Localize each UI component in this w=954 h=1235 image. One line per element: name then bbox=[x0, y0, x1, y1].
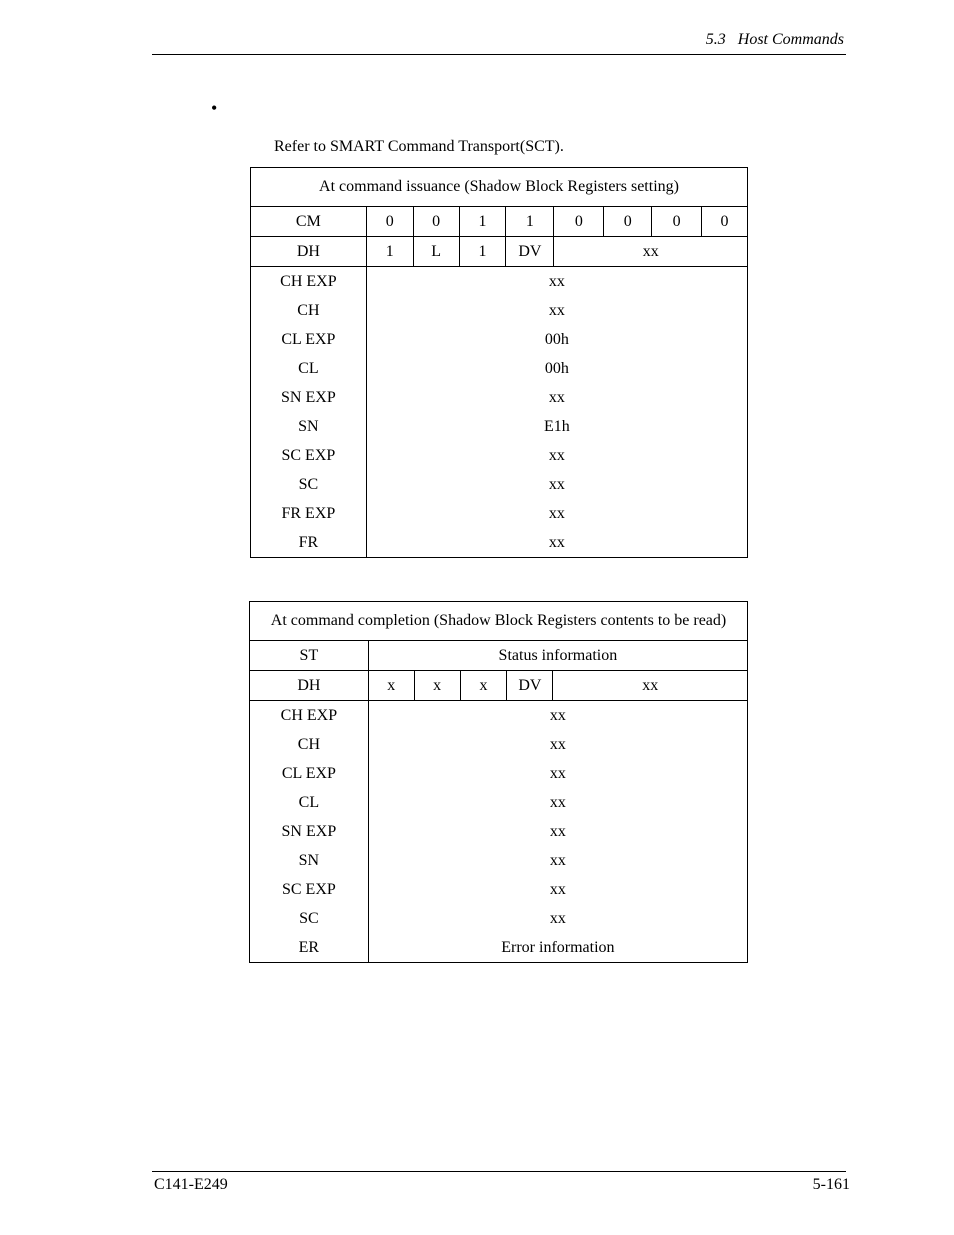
dh-label: DH bbox=[251, 237, 367, 267]
register-label: SC bbox=[251, 470, 367, 499]
register-row bbox=[251, 325, 748, 354]
register-label: CL EXP bbox=[250, 759, 369, 788]
dh-label: DH bbox=[250, 671, 369, 701]
register-value: 00h bbox=[366, 354, 747, 383]
register-row bbox=[251, 383, 748, 412]
issuance-title: At command issuance (Shadow Block Registers setting) bbox=[251, 168, 748, 207]
register-label: SC bbox=[250, 904, 369, 933]
register-value: xx bbox=[368, 817, 747, 846]
register-label: SN EXP bbox=[251, 383, 367, 412]
register-label: SC EXP bbox=[251, 441, 367, 470]
register-value: xx bbox=[368, 788, 747, 817]
register-row bbox=[250, 730, 748, 759]
cm-bit-5: 1 bbox=[459, 207, 506, 237]
dh-bit-5: 1 bbox=[459, 237, 506, 267]
register-label: SN EXP bbox=[250, 817, 369, 846]
register-label: SN bbox=[251, 412, 367, 441]
register-row bbox=[251, 470, 748, 499]
register-label: FR EXP bbox=[251, 499, 367, 528]
cm-row bbox=[251, 207, 748, 237]
document-id: C141-E249 bbox=[154, 1176, 228, 1193]
completion-register-table bbox=[249, 601, 748, 963]
register-label: FR bbox=[251, 528, 367, 558]
cm-bit-2: 0 bbox=[604, 207, 652, 237]
register-value: xx bbox=[366, 528, 747, 558]
cm-bit-0: 0 bbox=[702, 207, 748, 237]
issuance-register-table bbox=[250, 167, 748, 558]
register-row bbox=[251, 441, 748, 470]
register-row bbox=[250, 701, 748, 731]
register-value: 00h bbox=[366, 325, 747, 354]
register-value: xx bbox=[368, 846, 747, 875]
dh-bit-6: x bbox=[414, 671, 460, 701]
register-label: CL bbox=[251, 354, 367, 383]
register-label: CH EXP bbox=[251, 267, 367, 297]
cm-label: CM bbox=[251, 207, 367, 237]
cm-bit-6: 0 bbox=[413, 207, 459, 237]
cm-bit-7: 0 bbox=[366, 207, 413, 237]
register-value: xx bbox=[366, 267, 747, 297]
completion-title: At command completion (Shadow Block Registers contents to be read) bbox=[250, 602, 748, 641]
register-value: Error information bbox=[368, 933, 747, 963]
register-value: xx bbox=[366, 441, 747, 470]
register-row bbox=[251, 267, 748, 297]
register-value: xx bbox=[368, 701, 747, 731]
register-label: CH bbox=[250, 730, 369, 759]
register-label: CL EXP bbox=[251, 325, 367, 354]
cm-bit-3: 0 bbox=[554, 207, 604, 237]
dh-low-bits: xx bbox=[554, 237, 748, 267]
register-label: ER bbox=[250, 933, 369, 963]
dh-bit-4: DV bbox=[506, 237, 554, 267]
register-label: CL bbox=[250, 788, 369, 817]
dh-bit-7: 1 bbox=[366, 237, 413, 267]
register-value: xx bbox=[368, 730, 747, 759]
register-label: SN bbox=[250, 846, 369, 875]
running-header: 5.3 Host Commands bbox=[705, 31, 844, 48]
register-value: xx bbox=[366, 470, 747, 499]
register-value: xx bbox=[368, 904, 747, 933]
st-row bbox=[250, 641, 748, 671]
dh-row bbox=[251, 237, 748, 267]
st-label: ST bbox=[250, 641, 369, 671]
register-label: SC EXP bbox=[250, 875, 369, 904]
register-value: xx bbox=[368, 759, 747, 788]
register-label: CH EXP bbox=[250, 701, 369, 731]
register-value: xx bbox=[368, 875, 747, 904]
dh-bit-6: L bbox=[413, 237, 459, 267]
dh-low-bits: xx bbox=[553, 671, 748, 701]
register-value: xx bbox=[366, 296, 747, 325]
st-value: Status information bbox=[368, 641, 747, 671]
intro-text: Refer to SMART Command Transport(SCT). bbox=[274, 138, 564, 155]
register-row bbox=[250, 817, 748, 846]
register-row bbox=[250, 788, 748, 817]
page-number: 5-161 bbox=[812, 1176, 850, 1193]
register-row bbox=[250, 875, 748, 904]
dh-row bbox=[250, 671, 748, 701]
register-row bbox=[250, 904, 748, 933]
register-row bbox=[250, 846, 748, 875]
register-row bbox=[251, 528, 748, 558]
register-value: xx bbox=[366, 383, 747, 412]
register-row bbox=[251, 296, 748, 325]
register-value: E1h bbox=[366, 412, 747, 441]
header-rule bbox=[152, 54, 846, 55]
cm-bit-1: 0 bbox=[652, 207, 702, 237]
register-row bbox=[250, 933, 748, 963]
register-row bbox=[251, 499, 748, 528]
register-value: xx bbox=[366, 499, 747, 528]
cm-bit-4: 1 bbox=[506, 207, 554, 237]
dh-bit-7: x bbox=[368, 671, 414, 701]
register-label: CH bbox=[251, 296, 367, 325]
footer-rule bbox=[152, 1171, 846, 1172]
bullet: • bbox=[211, 98, 218, 118]
dh-bit-4: DV bbox=[507, 671, 553, 701]
register-row bbox=[250, 759, 748, 788]
register-row bbox=[251, 354, 748, 383]
dh-bit-5: x bbox=[460, 671, 507, 701]
register-row bbox=[251, 412, 748, 441]
